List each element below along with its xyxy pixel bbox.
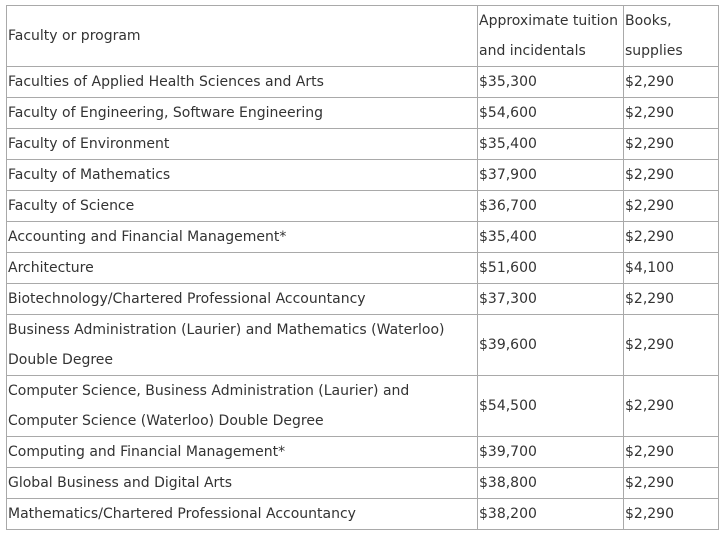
table-row [7,129,719,160]
cell-program: Faculties of Applied Health Sciences and Arts [7,67,478,98]
cell-books: $2,290 [624,468,719,499]
cell-books: $2,290 [624,160,719,191]
cell-program: Accounting and Financial Management* [7,222,478,253]
cell-program: Faculty of Engineering, Software Engineering [7,98,478,129]
cell-books: $4,100 [624,253,719,284]
cell-tuition: $39,700 [478,437,624,468]
header-tuition: Approximate tuition and incidentals [478,6,624,67]
cell-program: Architecture [7,253,478,284]
table-row [7,191,719,222]
table-row [7,499,719,530]
cell-tuition: $51,600 [478,253,624,284]
table-row [7,253,719,284]
cell-tuition: $35,400 [478,222,624,253]
cell-program: Mathematics/Chartered Professional Accountancy [7,499,478,530]
cell-books: $2,290 [624,67,719,98]
cell-program: Faculty of Science [7,191,478,222]
cell-tuition: $38,200 [478,499,624,530]
table-row [7,437,719,468]
cell-tuition: $54,500 [478,376,624,437]
cell-program: Biotechnology/Chartered Professional Accountancy [7,284,478,315]
tuition-table [6,5,719,530]
cell-tuition: $39,600 [478,315,624,376]
table-row [7,376,719,437]
header-books: Books, supplies [624,6,719,67]
cell-books: $2,290 [624,98,719,129]
table-row [7,315,719,376]
cell-tuition: $37,300 [478,284,624,315]
cell-tuition: $54,600 [478,98,624,129]
cell-tuition: $36,700 [478,191,624,222]
header-program: Faculty or program [7,6,478,67]
cell-program: Computing and Financial Management* [7,437,478,468]
cell-books: $2,290 [624,284,719,315]
table-row [7,468,719,499]
cell-tuition: $38,800 [478,468,624,499]
cell-books: $2,290 [624,376,719,437]
table-row [7,284,719,315]
cell-books: $2,290 [624,437,719,468]
cell-tuition: $35,400 [478,129,624,160]
table-row [7,67,719,98]
table-row [7,222,719,253]
cell-program: Business Administration (Laurier) and Mathematics (Waterloo) Double Degree [7,315,478,376]
cell-books: $2,290 [624,129,719,160]
table-row [7,98,719,129]
table-row [7,160,719,191]
cell-program: Faculty of Environment [7,129,478,160]
cell-books: $2,290 [624,499,719,530]
table-header-row [7,6,719,67]
cell-books: $2,290 [624,191,719,222]
cell-tuition: $35,300 [478,67,624,98]
cell-books: $2,290 [624,315,719,376]
cell-program: Faculty of Mathematics [7,160,478,191]
cell-tuition: $37,900 [478,160,624,191]
cell-program: Computer Science, Business Administration (Laurier) and Computer Science (Waterloo) Double Degree [7,376,478,437]
cell-program: Global Business and Digital Arts [7,468,478,499]
cell-books: $2,290 [624,222,719,253]
